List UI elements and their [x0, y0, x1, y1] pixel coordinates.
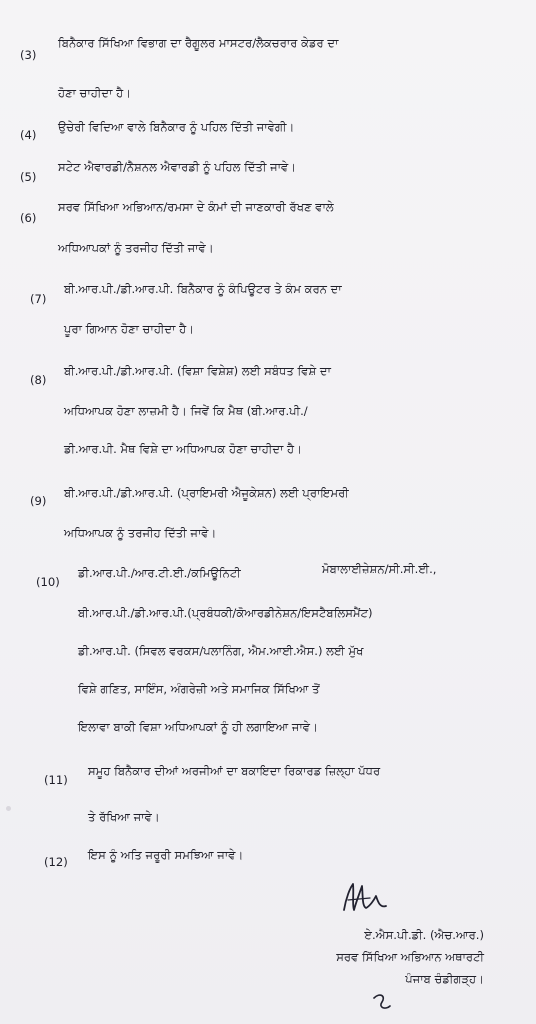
item-number: (9)	[30, 494, 47, 508]
item-text-line: ਸਟੇਟ ਐਵਾਰਡੀ/ਨੈਸ਼ਨਲ ਐਵਾਰਡੀ ਨੂੰ ਪਹਿਲ ਦਿੱਤੀ ਜਾਵੇ।	[58, 160, 297, 174]
item-text-line: ਡੀ.ਆਰ.ਪੀ./ਆਰ.ਟੀ.ਈ./ਕਮਿਊਨਿਟੀ	[78, 566, 241, 580]
item-number: (3)	[20, 48, 37, 62]
item-number: (10)	[36, 575, 60, 589]
item-number: (12)	[44, 855, 68, 869]
item-text-line: ਬੀ.ਆਰ.ਪੀ./ਡੀ.ਆਰ.ਪੀ. (ਪ੍ਰਾਇਮਰੀ ਐਜੂਕੇਸ਼ਨ) ਲਈ ਪ੍ਰਾਇਮਰੀ	[64, 486, 349, 500]
item-text-line: ਸਰਵ ਸਿੱਖਿਆ ਅਭਿਆਨ/ਰਮਸਾ ਦੇ ਕੰਮਾਂ ਦੀ ਜਾਣਕਾਰੀ ਰੱਖਣ ਵਾਲੇ	[58, 200, 334, 214]
item-number: (5)	[20, 170, 37, 184]
item-text-line: ਹੋਣਾ ਚਾਹੀਦਾ ਹੈ।	[58, 86, 132, 100]
item-text-line: ਡੀ.ਆਰ.ਪੀ. (ਸਿਵਲ ਵਰਕਸ/ਪਲਾਨਿੰਗ, ਐਮ.ਆਈ.ਐਸ.) ਲਈ ਮੁੱਖ	[78, 644, 364, 658]
signature-block	[274, 924, 484, 990]
item-text-line: ਡੀ.ਆਰ.ਪੀ. ਮੈਥ ਵਿਸ਼ੇ ਦਾ ਅਧਿਆਪਕ ਹੋਣਾ ਚਾਹੀਦਾ ਹੈ।	[64, 442, 302, 456]
initial-mark	[370, 990, 394, 1014]
item-number: (11)	[44, 773, 68, 787]
item-text-line: ਬੀ.ਆਰ.ਪੀ./ਡੀ.ਆਰ.ਪੀ. (ਵਿਸ਼ਾ ਵਿਸ਼ੇਸ਼) ਲਈ ਸਬੰਧਤ ਵਿਸ਼ੇ ਦਾ	[64, 364, 331, 378]
item-text-line: ਉਚੇਰੀ ਵਿਦਿਆ ਵਾਲੇ ਬਿਨੈਕਾਰ ਨੂੰ ਪਹਿਲ ਦਿੱਤੀ ਜਾਵੇਗੀ।	[58, 120, 295, 134]
item-text-line: ਅਧਿਆਪਕ ਹੋਣਾ ਲਾਜ਼ਮੀ ਹੈ। ਜਿਵੇਂ ਕਿ ਮੈਥ (ਬੀ.ਆਰ.ਪੀ./	[64, 404, 308, 418]
item-text-line: ਬੀ.ਆਰ.ਪੀ./ਡੀ.ਆਰ.ਪੀ. ਬਿਨੈਕਾਰ ਨੂੰ ਕੰਪਿਊਟਰ ਤੇ ਕੰਮ ਕਰਨ ਦਾ	[64, 282, 342, 296]
item-number: (8)	[30, 373, 47, 387]
item-text-line: ਅਧਿਆਪਕਾਂ ਨੂੰ ਤਰਜੀਹ ਦਿੱਤੀ ਜਾਵੇ।	[58, 241, 214, 255]
item-text-line: ਸਮੂਹ ਬਿਨੈਕਾਰ ਦੀਆਂ ਅਰਜੀਆਂ ਦਾ ਬਕਾਇਦਾ ਰਿਕਾਰਡ ਜ਼ਿਲ੍ਹਾ ਪੱਧਰ	[88, 764, 381, 778]
item-number: (7)	[30, 292, 47, 306]
signatory-designation: ਏ.ਐਸ.ਪੀ.ਡੀ. (ਐਚ.ਆਰ.)	[364, 928, 484, 942]
item-text-line: ਬਿਨੈਕਾਰ ਸਿੱਖਿਆ ਵਿਭਾਗ ਦਾ ਰੈਗੂਲਰ ਮਾਸਟਰ/ਲੈਕਚਰਾਰ ਕੇਡਰ ਦਾ	[58, 36, 339, 50]
item-text-line: ਇਸ ਨੂੰ ਅਤਿ ਜਰੂਰੀ ਸਮਝਿਆ ਜਾਵੇ।	[88, 848, 244, 862]
signatory-place: ਪੰਜਾਬ ਚੰਡੀਗੜ੍ਹ।	[405, 972, 484, 986]
item-text-line: ਵਿਸ਼ੇ ਗਣਿਤ, ਸਾਇੰਸ, ਅੰਗਰੇਜ਼ੀ ਅਤੇ ਸਮਾਜਿਕ ਸਿੱਖਿਆ ਤੋਂ	[78, 682, 320, 696]
item-text-line: ਪੂਰਾ ਗਿਆਨ ਹੋਣਾ ਚਾਹੀਦਾ ਹੈ।	[64, 322, 195, 336]
paper-speck	[6, 806, 11, 811]
handwritten-signature	[340, 880, 390, 920]
item-text-line-right: ਮੋਬਾਲਾਈਜ਼ੇਸ਼ਨ/ਸੀ.ਸੀ.ਈ.,	[322, 562, 437, 576]
item-number: (6)	[20, 211, 37, 225]
signatory-office: ਸਰਵ ਸਿੱਖਿਆ ਅਭਿਆਨ ਅਥਾਰਟੀ	[336, 950, 484, 964]
item-number: (4)	[20, 128, 37, 142]
item-text-line: ਤੇ ਰੱਖਿਆ ਜਾਵੇ।	[88, 810, 160, 824]
item-text-line: ਇਲਾਵਾ ਬਾਕੀ ਵਿਸ਼ਾ ਅਧਿਆਪਕਾਂ ਨੂੰ ਹੀ ਲਗਾਇਆ ਜਾਵੇ।	[78, 720, 318, 734]
item-text-line: ਬੀ.ਆਰ.ਪੀ./ਡੀ.ਆਰ.ਪੀ.(ਪ੍ਰਬੰਧਕੀ/ਕੋਆਰਡੀਨੇਸ਼ਨ/ਇਸਟੈਬਲਿਸਮੈਂਟ)	[78, 606, 373, 620]
item-text-line: ਅਧਿਆਪਕ ਨੂੰ ਤਰਜੀਹ ਦਿੱਤੀ ਜਾਵੇ।	[64, 526, 217, 540]
